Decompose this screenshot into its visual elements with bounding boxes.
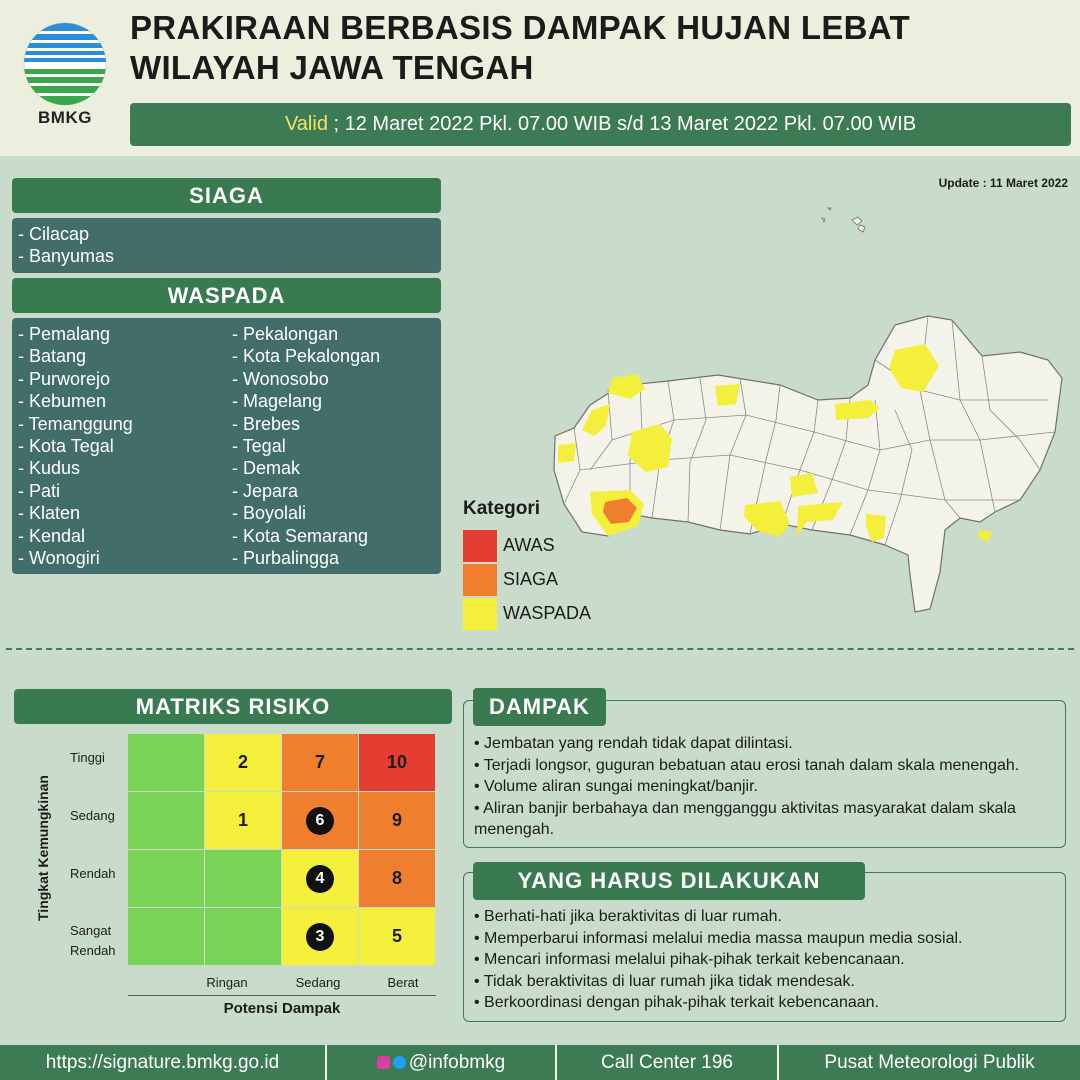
matrix-cell	[128, 850, 204, 907]
legend-item-awas	[463, 530, 663, 562]
list-item: - Banyumas	[18, 246, 115, 267]
list-item: • Memperbarui informasi melalui media massa maupun media sosial.	[474, 928, 1059, 950]
row-label-sedang: Sedang	[70, 808, 115, 823]
list-item: - Kebumen	[18, 391, 107, 412]
legend-swatch-waspada	[463, 598, 497, 630]
lakukan-list	[474, 906, 1059, 1014]
legend-swatch-siaga	[463, 564, 497, 596]
siaga-list	[12, 218, 441, 273]
list-item: - Pemalang	[18, 324, 111, 344]
column-label-sedang: Sedang	[295, 975, 341, 990]
siaga-heading: SIAGA	[12, 178, 441, 213]
list-item: - Kudus	[18, 458, 81, 479]
matrix-cell	[205, 850, 281, 907]
footer	[0, 1045, 1080, 1080]
list-item: - Brebes	[232, 413, 301, 434]
list-item: • Terjadi longsor, guguran bebatuan atau erosi tanah dalam skala menengah.	[474, 755, 1059, 777]
matrix-cell	[128, 908, 204, 965]
matrix-heading: MATRIKS RISIKO	[14, 689, 452, 724]
valid-period: ; 12 Maret 2022 Pkl. 07.00 WIB s/d 13 Maret 2022 Pkl. 07.00 WIB	[327, 113, 917, 135]
list-item: • Aliran banjir berbahaya dan mengganggu aktivitas masyarakat dalam skala menengah.	[474, 798, 1059, 841]
matrix-cell	[282, 850, 358, 907]
instagram-icon	[377, 1056, 390, 1069]
list-item: • Berhati-hati jika beraktivitas di luar rumah.	[474, 906, 1059, 928]
active-risk-marker: 4	[306, 865, 334, 893]
row-label-sangat-rendah: Sangat Rendah	[70, 923, 116, 958]
validity-bar	[130, 103, 1071, 146]
call-center: Call Center 196	[600, 1052, 734, 1073]
list-item: - Tegal	[232, 436, 286, 457]
matrix-cell: 7	[282, 734, 358, 791]
list-item: • Mencari informasi melalui pihak-pihak terkait kebencanaan.	[474, 949, 1059, 971]
list-item: - Kota Semarang	[232, 525, 369, 546]
matrix-cell: 1	[205, 792, 281, 849]
waspada-column-2	[232, 323, 380, 569]
legend-label-siaga: SIAGA	[503, 569, 559, 589]
list-item: • Volume aliran sungai meningkat/banjir.	[474, 776, 1059, 798]
list-item: - Purworejo	[18, 368, 111, 389]
page-title	[130, 8, 1070, 88]
legend-label-waspada: WASPADA	[503, 603, 592, 623]
list-item: - Wonosobo	[232, 368, 329, 389]
matrix-cell: 2	[205, 734, 281, 791]
matrix-y-label: Tingkat Kemungkinan	[35, 775, 51, 921]
matrix-cell	[282, 908, 358, 965]
list-item: • Jembatan yang rendah tidak dapat dilintasi.	[474, 733, 1059, 755]
matrix-x-label: Potensi Dampak	[223, 1000, 341, 1017]
list-item: - Temanggung	[18, 413, 133, 434]
list-item: - Pekalongan	[232, 324, 339, 344]
legend-title: Kategori	[463, 498, 541, 519]
section-divider	[6, 648, 1074, 650]
matrix-cell	[282, 792, 358, 849]
matrix-x-axis	[128, 995, 436, 996]
column-label-berat: Berat	[387, 975, 419, 990]
list-item: - Kota Pekalongan	[232, 346, 381, 367]
list-item: - Wonogiri	[18, 548, 100, 569]
list-item: - Kendal	[18, 525, 86, 546]
risk-matrix	[128, 734, 436, 966]
lakukan-heading: YANG HARUS DILAKUKAN	[473, 862, 865, 900]
valid-label: Valid	[284, 113, 328, 135]
matrix-cell: 5	[359, 908, 435, 965]
dampak-heading: DAMPAK	[473, 688, 606, 726]
twitter-icon	[393, 1056, 406, 1069]
legend-swatch-awas	[463, 530, 497, 562]
list-item: - Kota Tegal	[18, 436, 114, 457]
list-item: - Jepara	[232, 480, 299, 501]
map-islands	[822, 208, 865, 232]
title-line-2: WILAYAH JAWA TENGAH	[130, 49, 534, 86]
organization: Pusat Meteorologi Publik	[824, 1052, 1035, 1073]
list-item: - Pati	[18, 480, 61, 501]
list-item: • Tidak beraktivitas di luar rumah jika tidak mendesak.	[474, 971, 1059, 993]
matrix-cell: 10	[359, 734, 435, 791]
list-item: - Purbalingga	[232, 548, 340, 569]
matrix-cell	[128, 792, 204, 849]
list-item: • Berkoordinasi dengan pihak-pihak terkait kebencanaan.	[474, 992, 1059, 1014]
list-item: - Demak	[232, 458, 301, 479]
matrix-cell	[128, 734, 204, 791]
list-item: - Magelang	[232, 391, 323, 412]
list-item: - Cilacap	[18, 224, 90, 244]
matrix-cell: 8	[359, 850, 435, 907]
logo-text: BMKG	[38, 108, 92, 127]
active-risk-marker: 3	[306, 923, 334, 951]
update-date: Update : 11 Maret 2022	[938, 176, 1068, 190]
waspada-heading: WASPADA	[12, 278, 441, 313]
list-item: - Boyolali	[232, 503, 307, 524]
dampak-list	[474, 733, 1059, 841]
waspada-list	[12, 318, 441, 574]
matrix-cell: 9	[359, 792, 435, 849]
legend-item-waspada	[463, 598, 663, 630]
column-label-ringan: Ringan	[206, 975, 248, 990]
row-label-tinggi: Tinggi	[70, 750, 105, 765]
matrix-cell	[205, 908, 281, 965]
title-line-1: PRAKIRAAN BERBASIS DAMPAK HUJAN LEBAT	[130, 9, 910, 46]
social-link[interactable]	[327, 1045, 555, 1080]
active-risk-marker: 6	[306, 807, 334, 835]
row-label-rendah: Rendah	[70, 866, 116, 881]
social-handle: @infobmkg	[408, 1052, 506, 1073]
header	[0, 0, 1080, 156]
list-item: - Klaten	[18, 503, 81, 524]
waspada-column-1	[18, 323, 133, 569]
legend-label-awas: AWAS	[503, 535, 555, 555]
website-link[interactable]: https://signature.bmkg.go.id	[45, 1052, 280, 1073]
list-item: - Batang	[18, 346, 87, 367]
legend-item-siaga	[463, 564, 663, 596]
